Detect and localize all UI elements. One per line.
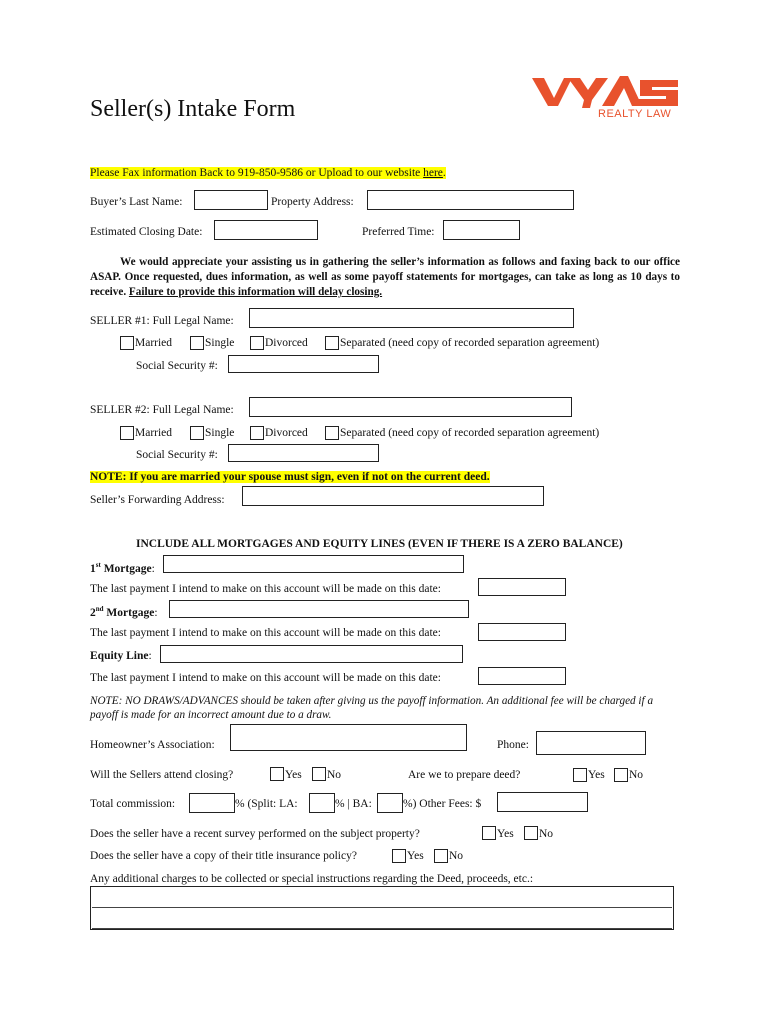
seller1-married-label: Married — [135, 337, 173, 349]
intro-text: We would appreciate your assisting us in gathering the seller’s information as follows and faxing back to our office ASAP. Once requested, dues information, as well as some payoff statements for mortgages, can take as long as 10 days to receive. — [90, 256, 680, 298]
commission-total-field[interactable] — [189, 793, 235, 813]
equity-line-last-payment-label: The last payment I intend to make on this account will be made on this date: — [90, 672, 441, 684]
seller2-married-label: Married — [135, 427, 173, 439]
other-fees-label: %) Other Fees: $ — [403, 798, 482, 810]
logo-subtitle: REALTY LAW — [598, 108, 672, 120]
title-policy-yes-checkbox[interactable] — [392, 849, 406, 863]
seller1-single-checkbox[interactable] — [190, 336, 204, 350]
forwarding-address-label: Seller’s Forwarding Address: — [90, 494, 225, 506]
seller2-name-field[interactable] — [249, 397, 572, 417]
hoa-phone-label: Phone: — [497, 739, 529, 751]
preferred-time-field[interactable] — [443, 220, 520, 240]
title-policy-yes-label: Yes — [407, 850, 424, 862]
seller2-separated-label: Separated (need copy of recorded separation agreement) — [340, 427, 600, 439]
hoa-field[interactable] — [230, 724, 467, 751]
additional-instructions-label: Any additional charges to be collected or special instructions regarding the Deed, proceeds, etc.: — [90, 873, 534, 885]
survey-yes-label: Yes — [497, 828, 514, 840]
vyas-logo-mark — [532, 72, 682, 108]
attend-closing-no-label: No — [327, 769, 342, 781]
prepare-deed-yes-label: Yes — [588, 769, 605, 781]
survey-question: Does the seller have a recent survey performed on the subject property? — [90, 828, 420, 840]
commission-label: Total commission: — [90, 798, 176, 810]
title-policy-no-label: No — [449, 850, 464, 862]
seller2-single-checkbox[interactable] — [190, 426, 204, 440]
first-mortgage-field[interactable] — [163, 555, 464, 573]
first-mortgage-last-payment-field[interactable] — [478, 578, 566, 596]
seller2-married-checkbox[interactable] — [120, 426, 134, 440]
closing-date-label: Estimated Closing Date: — [90, 226, 203, 238]
equity-line-label: Equity Line: — [90, 650, 152, 662]
seller1-single-label: Single — [205, 337, 235, 349]
seller1-ssn-label: Social Security #: — [136, 360, 218, 372]
prepare-deed-yes-checkbox[interactable] — [573, 768, 587, 782]
second-mortgage-field[interactable] — [169, 600, 469, 618]
seller1-ssn-field[interactable] — [228, 355, 379, 373]
seller2-separated-checkbox[interactable] — [325, 426, 339, 440]
draws-note: NOTE: NO DRAWS/ADVANCES should be taken after giving us the payoff information. An additional fee will be charged if a payoff is made for an incorrect amount due to a draw. — [90, 695, 654, 721]
seller1-separated-label: Separated (need copy of recorded separation agreement) — [340, 337, 600, 349]
page-title: Seller(s) Intake Form — [90, 96, 296, 122]
prepare-deed-no-label: No — [629, 769, 644, 781]
other-fees-field[interactable] — [497, 792, 588, 812]
property-address-label: Property Address: — [271, 196, 354, 208]
upload-link[interactable]: here — [423, 167, 443, 179]
attend-closing-yes-checkbox[interactable] — [270, 767, 284, 781]
hoa-label: Homeowner’s Association: — [90, 739, 215, 751]
commission-ba-field[interactable] — [377, 793, 403, 813]
first-mortgage-label: 1st Mortgage: — [90, 561, 155, 575]
second-mortgage-last-payment-field[interactable] — [478, 623, 566, 641]
seller1-divorced-label: Divorced — [265, 337, 308, 349]
commission-la-field[interactable] — [309, 793, 335, 813]
equity-line-last-payment-field[interactable] — [478, 667, 566, 685]
spouse-note: NOTE: If you are married your spouse must sign, even if not on the current deed. — [90, 471, 490, 483]
buyer-last-name-label: Buyer’s Last Name: — [90, 196, 183, 208]
fax-instructions — [90, 167, 446, 179]
seller1-divorced-checkbox[interactable] — [250, 336, 264, 350]
instructions-underline-1 — [92, 907, 672, 908]
second-mortgage-label: 2nd Mortgage: — [90, 605, 158, 619]
seller2-divorced-checkbox[interactable] — [250, 426, 264, 440]
intro-paragraph — [90, 255, 680, 300]
commission-ba-label: % | BA: — [335, 798, 372, 810]
attend-closing-yes-label: Yes — [285, 769, 302, 781]
forwarding-address-field[interactable] — [242, 486, 544, 506]
seller1-separated-checkbox[interactable] — [325, 336, 339, 350]
seller2-ssn-label: Social Security #: — [136, 449, 218, 461]
survey-no-checkbox[interactable] — [524, 826, 538, 840]
seller2-single-label: Single — [205, 427, 235, 439]
mortgage-heading: INCLUDE ALL MORTGAGES AND EQUITY LINES (EVEN IF THERE IS A ZERO BALANCE) — [136, 538, 623, 550]
preferred-time-label: Preferred Time: — [362, 226, 435, 238]
fax-end: . — [442, 167, 446, 179]
seller2-ssn-field[interactable] — [228, 444, 379, 462]
title-policy-question: Does the seller have a copy of their title insurance policy? — [90, 850, 357, 862]
hoa-phone-field[interactable] — [536, 731, 646, 755]
attend-closing-no-checkbox[interactable] — [312, 767, 326, 781]
seller1-name-field[interactable] — [249, 308, 574, 328]
first-mortgage-last-payment-label: The last payment I intend to make on this account will be made on this date: — [90, 583, 441, 595]
fax-text: Please Fax information Back to 919-850-9586 or Upload to our website — [90, 167, 424, 179]
survey-no-label: No — [539, 828, 554, 840]
additional-instructions-field[interactable] — [90, 886, 674, 930]
survey-yes-checkbox[interactable] — [482, 826, 496, 840]
seller2-name-label: SELLER #2: Full Legal Name: — [90, 404, 234, 416]
attend-closing-label: Will the Sellers attend closing? — [90, 769, 234, 781]
instructions-underline-2 — [92, 928, 672, 929]
prepare-deed-no-checkbox[interactable] — [614, 768, 628, 782]
property-address-field[interactable] — [367, 190, 574, 210]
prepare-deed-label: Are we to prepare deed? — [408, 769, 521, 781]
intro-warning: Failure to provide this information will delay closing. — [128, 286, 383, 298]
company-logo — [532, 72, 682, 122]
second-mortgage-last-payment-label: The last payment I intend to make on this account will be made on this date: — [90, 627, 441, 639]
title-policy-no-checkbox[interactable] — [434, 849, 448, 863]
seller1-married-checkbox[interactable] — [120, 336, 134, 350]
buyer-last-name-field[interactable] — [194, 190, 268, 210]
seller2-divorced-label: Divorced — [265, 427, 308, 439]
closing-date-field[interactable] — [214, 220, 318, 240]
commission-split-label: % (Split: LA: — [235, 798, 298, 810]
equity-line-field[interactable] — [160, 645, 463, 663]
seller1-name-label: SELLER #1: Full Legal Name: — [90, 315, 234, 327]
